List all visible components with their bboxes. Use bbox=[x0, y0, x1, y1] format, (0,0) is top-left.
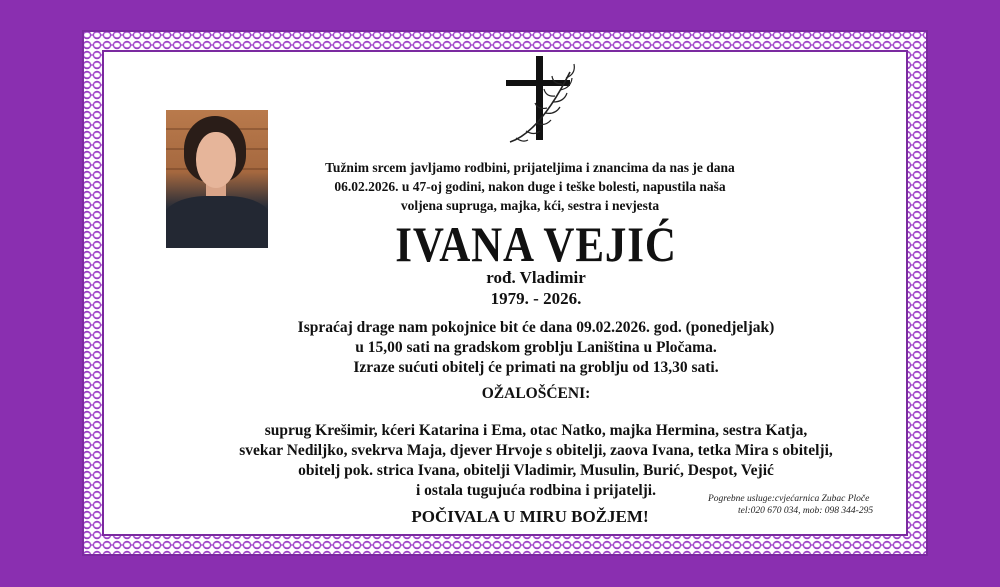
funeral-line: u 15,00 sati na gradskom groblju Laniština u Pločama. bbox=[355, 339, 717, 356]
funeral-details bbox=[36, 318, 1000, 378]
maiden-name: rođ. Vladimir bbox=[486, 268, 586, 287]
funeral-line: Ispraćaj drage nam pokojnice bit će dana 09.02.2026. god. (ponedjeljak) bbox=[297, 319, 775, 336]
cross-with-laurel-icon bbox=[500, 52, 582, 150]
intro-line: 06.02.2026. u 47-oj godini, nakon duge i teške bolesti, napustila naša bbox=[334, 179, 726, 194]
mourners-line: i ostala tugujuća rodbina i prijatelji. bbox=[416, 482, 656, 499]
mourners-list bbox=[36, 421, 1000, 501]
undertaker-info bbox=[708, 493, 908, 517]
mourners-line: svekar Nediljko, svekrva Maja, djever Hrvoje s obitelji, zaova Ivana, tetka Mira s obitelji, bbox=[239, 442, 833, 459]
deceased-name: IVANA VEJIĆ bbox=[395, 216, 677, 272]
undertaker-contact: tel:020 670 034, mob: 098 344-295 bbox=[738, 506, 874, 516]
mourners-line: suprug Krešimir, kćeri Katarina i Ema, otac Natko, majka Hermina, sestra Katja, bbox=[264, 422, 808, 439]
intro-line: voljena supruga, majka, kći, sestra i nevjesta bbox=[400, 198, 660, 213]
announcement-intro bbox=[30, 158, 1000, 215]
mourners-line: obitelj pok. strica Ivana, obitelji Vladimir, Musulin, Burić, Despot, Vejić bbox=[298, 462, 774, 479]
closing-phrase: POČIVALA U MIRU BOŽJEM! bbox=[411, 507, 649, 526]
funeral-line: Izraze sućuti obitelj će primati na groblju od 13,30 sati. bbox=[353, 359, 719, 376]
life-years: 1979. - 2026. bbox=[490, 289, 582, 308]
intro-line: Tužnim srcem javljamo rodbini, prijateljima i znancima da nas je dana bbox=[325, 160, 735, 175]
undertaker-name: Pogrebne usluge:cvjećarnica Zubac Ploče bbox=[708, 494, 870, 504]
mourners-heading: OŽALOŠĆENI: bbox=[481, 385, 591, 402]
